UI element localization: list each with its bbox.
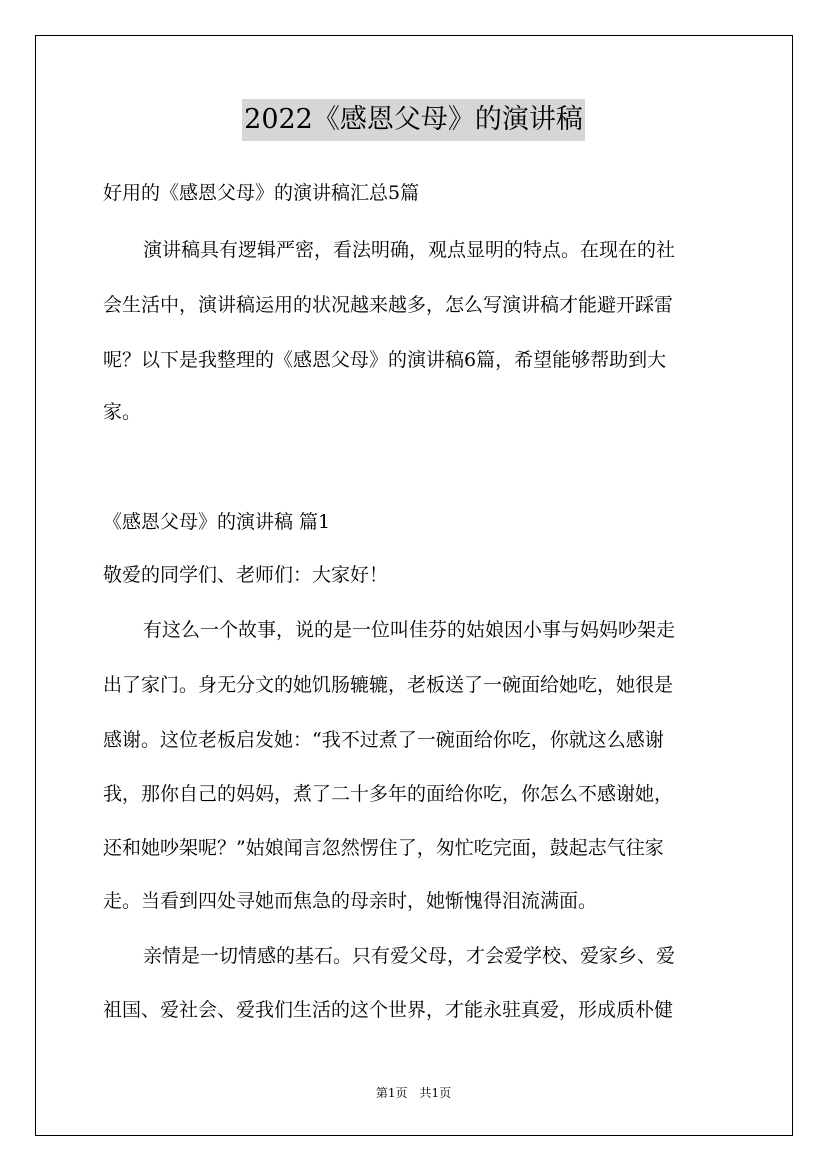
paragraph-line: 亲情是一切情感的基石。只有爱父母，才会爱学校、爱家乡、爱 xyxy=(143,945,676,967)
paragraph-line: 有这么一个故事，说的是一位叫佳芬的姑娘因小事与妈妈吵架走 xyxy=(143,619,676,641)
paragraph-line: 感谢。这位老板启发她：“我不过煮了一碗面给你吃，你就这么感谢 xyxy=(103,729,664,751)
greeting: 敬爱的同学们、老师们：大家好！ xyxy=(103,564,389,586)
intro-line: 家。 xyxy=(103,401,142,423)
paragraph-line: 还和她吵架呢？”姑娘闻言忽然愣住了，匆忙吃完面，鼓起志气往家 xyxy=(103,837,664,859)
section-heading: 《感恩父母》的演讲稿 篇1 xyxy=(103,511,331,533)
paragraph-line: 走。当看到四处寻她而焦急的母亲时，她惭愧得泪流满面。 xyxy=(103,890,598,912)
title-container xyxy=(0,99,827,141)
paragraph-line: 祖国、爱社会、爱我们生活的这个世界，才能永驻真爱，形成质朴健 xyxy=(103,999,674,1021)
intro-line: 演讲稿具有逻辑严密，看法明确，观点显明的特点。在现在的社 xyxy=(143,239,676,261)
subtitle: 好用的《感恩父母》的演讲稿汇总5篇 xyxy=(103,182,420,204)
intro-line: 呢？以下是我整理的《感恩父母》的演讲稿6篇，希望能够帮助到大 xyxy=(103,349,667,371)
intro-line: 会生活中，演讲稿运用的状况越来越多，怎么写演讲稿才能避开踩雷 xyxy=(103,294,674,316)
paragraph-line: 我，那你自己的妈妈，煮了二十多年的面给你吃，你怎么不感谢她， xyxy=(103,783,674,805)
document-title: 2022《感恩父母》的演讲稿 xyxy=(242,99,585,141)
paragraph-line: 出了家门。身无分文的她饥肠辘辘，老板送了一碗面给她吃，她很是 xyxy=(103,674,674,696)
page-footer: 第1页 共1页 xyxy=(375,1086,452,1100)
